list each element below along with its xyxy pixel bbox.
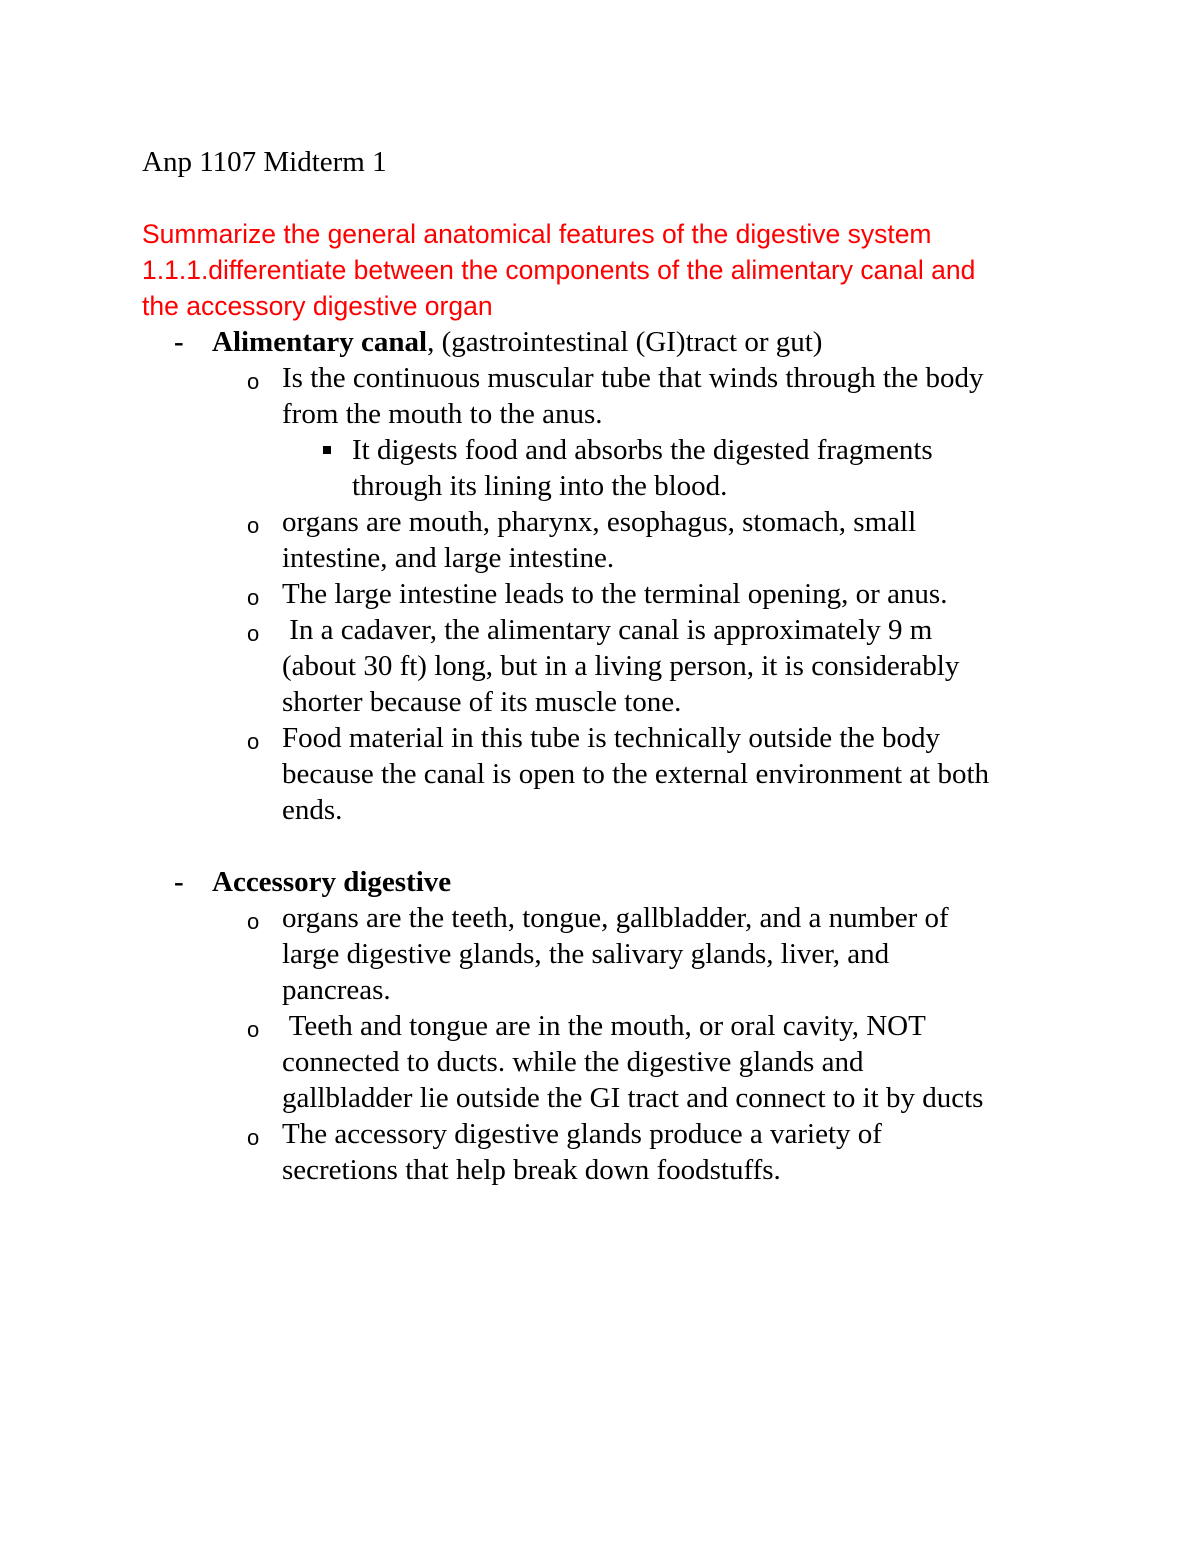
square-bullet-icon (323, 446, 331, 454)
sub-list-item (0, 432, 1200, 504)
circle-bullet: o (247, 513, 260, 538)
list-item (0, 900, 1200, 1008)
circle-bullet: o (247, 585, 260, 610)
section-accessory-digestive (0, 864, 1200, 1188)
section-heading (0, 324, 1200, 360)
item-line: Is the continuous muscular tube that winds through the body (282, 362, 984, 394)
section-term: Alimentary canal (212, 326, 428, 358)
item-line: shorter because of its muscle tone. (282, 686, 682, 718)
circle-bullet: o (247, 369, 260, 394)
circle-bullet: o (247, 1125, 260, 1150)
learning-objective (142, 216, 1142, 324)
item-line: The accessory digestive glands produce a variety of (282, 1118, 882, 1150)
section-alimentary-canal (0, 324, 1200, 828)
circle-bullet: o (247, 909, 260, 934)
item-line: pancreas. (282, 974, 391, 1006)
section-term: Accessory digestive (212, 866, 452, 898)
item-line: Teeth and tongue are in the mouth, or oral cavity, NOT (282, 1010, 926, 1042)
list-item (0, 720, 1200, 828)
list-item (0, 360, 1200, 432)
item-line: large digestive glands, the salivary glands, liver, and (282, 938, 890, 970)
dash-bullet: - (174, 326, 184, 358)
circle-bullet: o (247, 621, 260, 646)
section-heading (0, 864, 1200, 900)
item-line: In a cadaver, the alimentary canal is approximately 9 m (282, 614, 933, 646)
item-line: intestine, and large intestine. (282, 542, 615, 574)
sub-item-line: It digests food and absorbs the digested fragments (352, 434, 933, 466)
sub-item-line: through its lining into the blood. (352, 470, 728, 502)
document-title: Anp 1107 Midterm 1 (142, 146, 387, 178)
item-line: organs are mouth, pharynx, esophagus, stomach, small (282, 506, 917, 538)
item-line: Food material in this tube is technically outside the body (282, 722, 941, 754)
list-item (0, 1008, 1200, 1116)
item-line: connected to ducts. while the digestive glands and (282, 1046, 864, 1078)
item-line: secretions that help break down foodstuffs. (282, 1154, 781, 1186)
circle-bullet: o (247, 729, 260, 754)
objective-line: Summarize the general anatomical features of the digestive system (142, 219, 932, 249)
item-line: gallbladder lie outside the GI tract and connect to it by ducts (282, 1082, 984, 1114)
item-line: organs are the teeth, tongue, gallbladder, and a number of (282, 902, 949, 934)
list-item (0, 612, 1200, 720)
item-line: because the canal is open to the external environment at both (282, 758, 990, 790)
item-line: ends. (282, 794, 343, 826)
list-item (0, 576, 1200, 612)
item-line: from the mouth to the anus. (282, 398, 603, 430)
section-term-description: , (gastrointestinal (GI)tract or gut) (427, 326, 823, 358)
objective-line: the accessory digestive organ (142, 291, 493, 321)
dash-bullet: - (174, 866, 184, 898)
objective-line: 1.1.1.differentiate between the components of the alimentary canal and (142, 255, 976, 285)
list-item (0, 504, 1200, 576)
list-item (0, 1116, 1200, 1188)
circle-bullet: o (247, 1017, 260, 1042)
item-line: (about 30 ft) long, but in a living person, it is considerably (282, 650, 960, 682)
item-line: The large intestine leads to the terminal opening, or anus. (282, 578, 948, 610)
